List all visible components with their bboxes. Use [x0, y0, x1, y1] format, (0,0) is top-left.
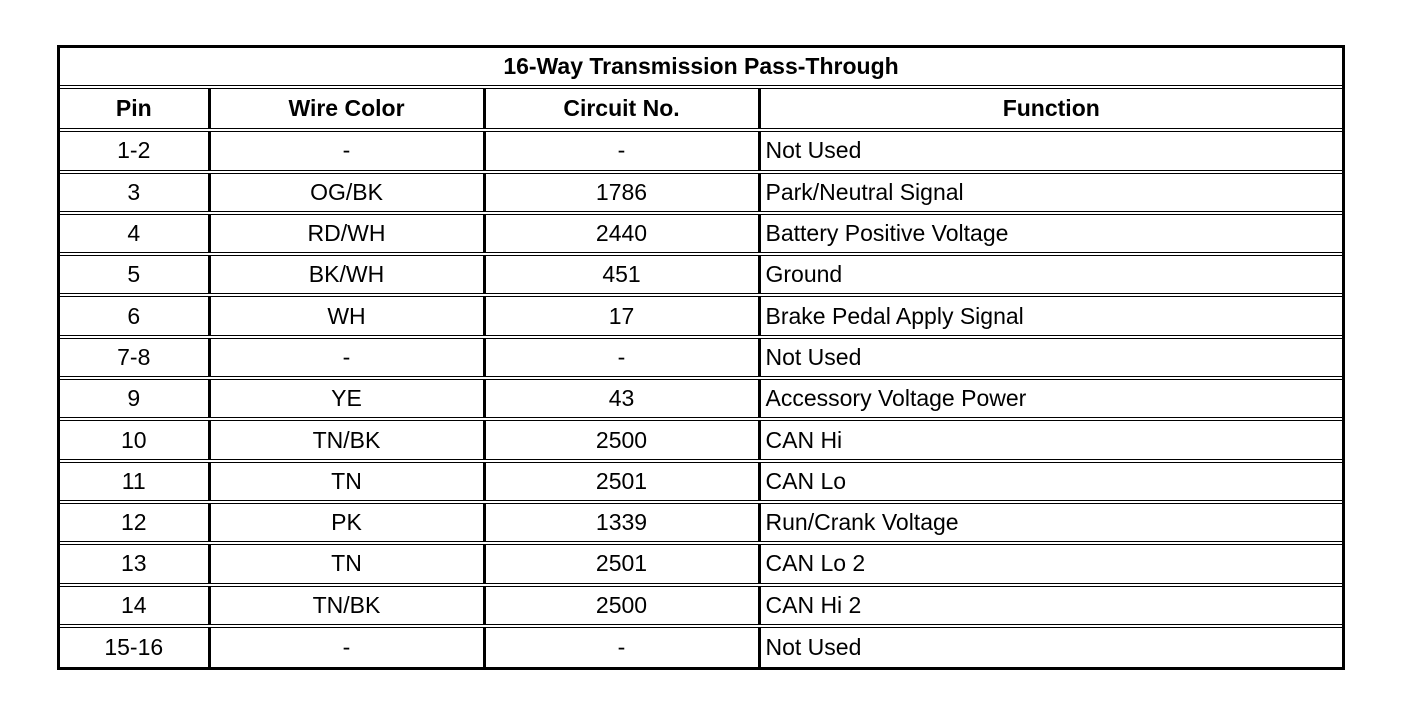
wire-color-cell: BK/WH: [209, 254, 484, 295]
table-row: [60, 461, 1342, 502]
function-cell: CAN Hi 2: [759, 585, 1342, 626]
circuit-cell: 2500: [484, 585, 759, 626]
wire-color-cell: WH: [209, 295, 484, 336]
table-row: [60, 254, 1342, 295]
function-cell: CAN Lo: [759, 461, 1342, 502]
wire-color-cell: YE: [209, 378, 484, 419]
wire-color-cell: TN/BK: [209, 419, 484, 460]
pin-cell: 1-2: [60, 130, 209, 171]
table-row: [60, 378, 1342, 419]
circuit-cell: 1339: [484, 502, 759, 543]
header-wire-color: Wire Color: [209, 89, 484, 130]
pin-cell: 15-16: [104, 634, 164, 660]
wire-color-cell: -: [209, 130, 484, 171]
pin-cell: 7-8: [60, 337, 209, 378]
circuit-cell: 43: [484, 378, 759, 419]
header-pin: Pin: [60, 89, 209, 130]
function-cell: Park/Neutral Signal: [759, 172, 1342, 213]
wire-color-cell: TN/BK: [209, 585, 484, 626]
function-cell: CAN Hi: [759, 419, 1342, 460]
circuit-cell: -: [484, 337, 759, 378]
table-title: 16-Way Transmission Pass-Through: [60, 48, 1342, 89]
connector-pinout-table: [57, 45, 1345, 670]
table-row: [60, 213, 1342, 254]
circuit-cell: 17: [484, 295, 759, 336]
circuit-cell: 2440: [484, 213, 759, 254]
pin-cell: 4: [60, 213, 209, 254]
circuit-cell: -: [484, 130, 759, 171]
pin-cell: 12: [60, 502, 209, 543]
table-row: [60, 130, 1342, 171]
header-function: Function: [759, 89, 1342, 130]
function-cell: Not Used: [759, 130, 1342, 171]
wire-color-cell: -: [209, 337, 484, 378]
table-row: [60, 419, 1342, 460]
circuit-cell: 1786: [484, 172, 759, 213]
table-row: [60, 543, 1342, 584]
wire-color-cell: TN: [209, 461, 484, 502]
function-cell: Battery Positive Voltage: [759, 213, 1342, 254]
table-row: [60, 626, 1342, 667]
table-row: [60, 585, 1342, 626]
wire-color-cell: RD/WH: [209, 213, 484, 254]
pinout-grid: [60, 89, 1342, 667]
header-row: [60, 89, 1342, 130]
wire-color-cell: PK: [209, 502, 484, 543]
function-cell: Not Used: [759, 337, 1342, 378]
pin-cell: 6: [60, 295, 209, 336]
circuit-cell: 2501: [484, 543, 759, 584]
wire-color-cell: OG/BK: [209, 172, 484, 213]
circuit-cell: 451: [484, 254, 759, 295]
function-cell: Accessory Voltage Power: [759, 378, 1342, 419]
circuit-cell: 2501: [484, 461, 759, 502]
header-circuit-no: Circuit No.: [484, 89, 759, 130]
wire-color-cell: TN: [209, 543, 484, 584]
pin-cell: 13: [60, 543, 209, 584]
pin-cell: 14: [60, 585, 209, 626]
pin-cell: 11: [60, 461, 209, 502]
pin-cell: 5: [60, 254, 209, 295]
wire-color-cell: -: [209, 626, 484, 667]
function-cell: Brake Pedal Apply Signal: [759, 295, 1342, 336]
function-cell: Ground: [759, 254, 1342, 295]
table-row: [60, 337, 1342, 378]
circuit-cell: 2500: [484, 419, 759, 460]
table-row: [60, 172, 1342, 213]
circuit-cell: -: [484, 626, 759, 667]
pin-cell: 10: [60, 419, 209, 460]
function-cell: Not Used: [759, 626, 1342, 667]
pin-cell: 3: [60, 172, 209, 213]
table-row: [60, 502, 1342, 543]
function-cell: CAN Lo 2: [759, 543, 1342, 584]
function-cell: Run/Crank Voltage: [759, 502, 1342, 543]
pin-cell: 9: [60, 378, 209, 419]
table-row: [60, 295, 1342, 336]
